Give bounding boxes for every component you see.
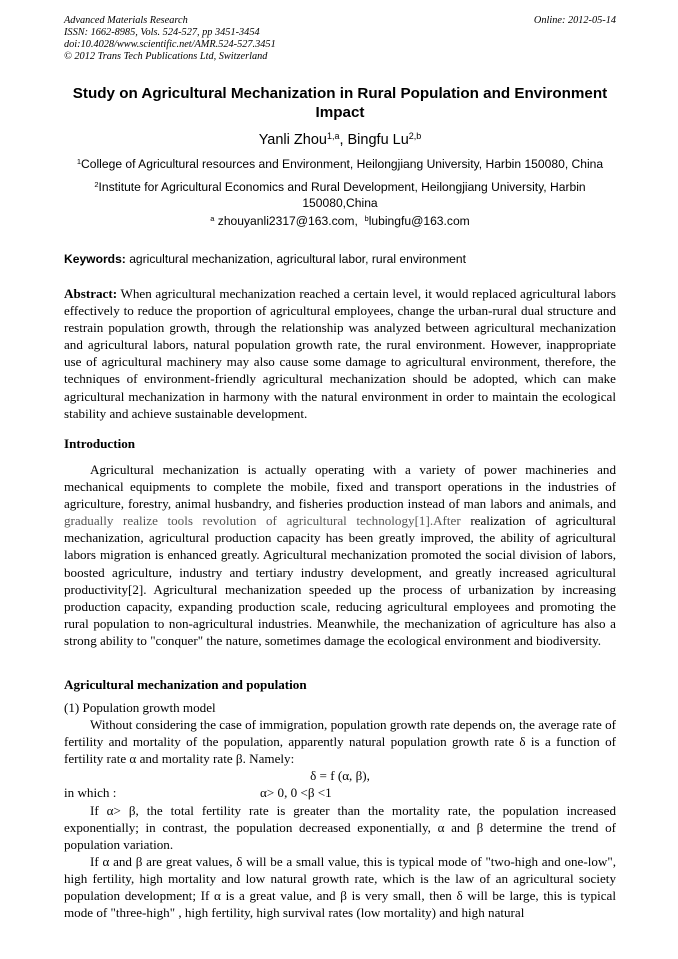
author-1-sup: 1,a — [326, 131, 340, 142]
author-emails — [64, 214, 616, 230]
issn-line: ISSN: 1662-8985, Vols. 524-527, pp 3451-3454 — [64, 27, 260, 38]
author-line — [64, 131, 616, 149]
copyright-line: © 2012 Trans Tech Publications Ltd, Switzerland — [64, 51, 268, 62]
keywords-label: Keywords: — [64, 252, 126, 266]
journal-header — [64, 15, 616, 63]
online-date: Online: 2012-05-14 — [533, 15, 616, 26]
intro-text-2: realization of agricultural mechanization, agricultural production capacity has been greatly improved, the ability of agricultural labors migration is enhanced greatly. Agricultural mechanization promoted the social division of labors, boosted agriculture, industry and tertiary industry development, and greatly increased agricultural productivity[2]. Agricultural mechanization speeded up the process of urbanization by increasing production capacity, expanding production scale, reducing agricultural employees and promoting the rural population to non-agricultural industries. Meanwhile, the mechanization of agriculture has also a strong ability to "conquer" the nature, sometimes damage the ecological environment and biodiversity. — [64, 513, 616, 648]
section-population-body — [64, 699, 616, 921]
subsection-title: (1) Population growth model — [64, 700, 216, 715]
author-separator: , — [339, 132, 348, 148]
affiliation-1 — [64, 157, 616, 173]
paragraph-alpha-beta: If α> β, the total fertility rate is greater than the mortality rate, the population increased exponentially; in contrast, the population decreased exponentially, α and β determine the trend of population variation. — [64, 802, 616, 852]
paper-title: Study on Agricultural Mechanization in Rural Population and Environment Impact — [72, 85, 608, 121]
affiliation-1-text: College of Agricultural resources and Environment, Heilongjiang University, Harbin 150080, China — [81, 157, 604, 171]
introduction-heading: Introduction — [64, 436, 136, 451]
keywords-text: agricultural mechanization, agricultural labor, rural environment — [129, 252, 466, 266]
journal-name: Advanced Materials Research — [64, 15, 188, 26]
affiliation-2-text: Institute for Agricultural Economics and Rural Development, Heilongjiang University, Harbin 150080,China — [98, 180, 586, 210]
keywords — [64, 252, 616, 267]
paragraph-modes: If α and β are great values, δ will be a small value, this is typical mode of "two-high and one-low", high fertility, high mortality and low natural growth rate, which is the law of an agricultural society population development; If α is a great value, and β is very small, then δ will be large, this is typical mode of "three-high" , high fertility, high survival rates (low mortality) and high natural — [64, 853, 616, 921]
doi-line: doi:10.4028/www.scientific.net/AMR.524-527.3451 — [64, 39, 276, 50]
abstract-text: When agricultural mechanization reached a certain level, it would replaced agricultural labors effectively to reduce the proportion of agricultural employees, change the urban-rural dual structure and restrain population growth, through the relationship was analyzed between agricultural mechanization and agricultural labors, natural population growth rate, the rural environment. However, inappropriate use of agricultural machinery may also cause some damage to agricultural environment, therefore, the techniques of environment-friendly agricultural mechanization should be adopted, which can make agricultural mechanization in harmony with the natural environment in order to maintain the ecological stability and achieve sustainable development. — [64, 286, 616, 421]
equation-delta: δ = f (α, β), — [310, 768, 370, 784]
email-a-sup: a — [210, 213, 215, 223]
in-which-label: in which : — [64, 785, 117, 801]
author-2: Bingfu Lu — [347, 132, 409, 148]
email-a[interactable]: zhouyanli2317@163.com, — [217, 214, 358, 228]
abstract — [64, 285, 616, 422]
introduction-paragraph — [64, 461, 616, 649]
affiliation-1-sup: 1 — [76, 156, 82, 166]
intro-text-1: Agricultural mechanization is actually operating with a variety of power machineries and mechanical equipments to complete the mobile, fixed and transport operations in the industries of agriculture, forestry, animal husbandry, and fisheries production instead of man labors and animals, and — [64, 462, 616, 512]
intro-citation-link[interactable]: gradually realize tools revolution of agricultural technology[1].After — [64, 513, 461, 529]
author-1: Yanli Zhou — [258, 132, 327, 148]
abstract-label: Abstract: — [64, 286, 118, 301]
paragraph-growth-model: Without considering the case of immigration, population growth rate depends on, the average rate of fertility and mortality of the population, apparently natural population growth rate δ is a function of fertility rate α and mortality rate β. Namely: — [64, 717, 616, 767]
affiliation-2-sup: 2 — [94, 179, 99, 189]
email-b-sup: b — [364, 213, 369, 223]
affiliation-2 — [64, 180, 616, 211]
email-b[interactable]: lubingfu@163.com — [368, 214, 470, 228]
condition-text: α> 0, 0 <β <1 — [260, 785, 332, 801]
condition-line — [64, 784, 616, 801]
section-population-heading: Agricultural mechanization and population — [64, 677, 307, 692]
author-2-sup: 2,b — [408, 131, 422, 142]
